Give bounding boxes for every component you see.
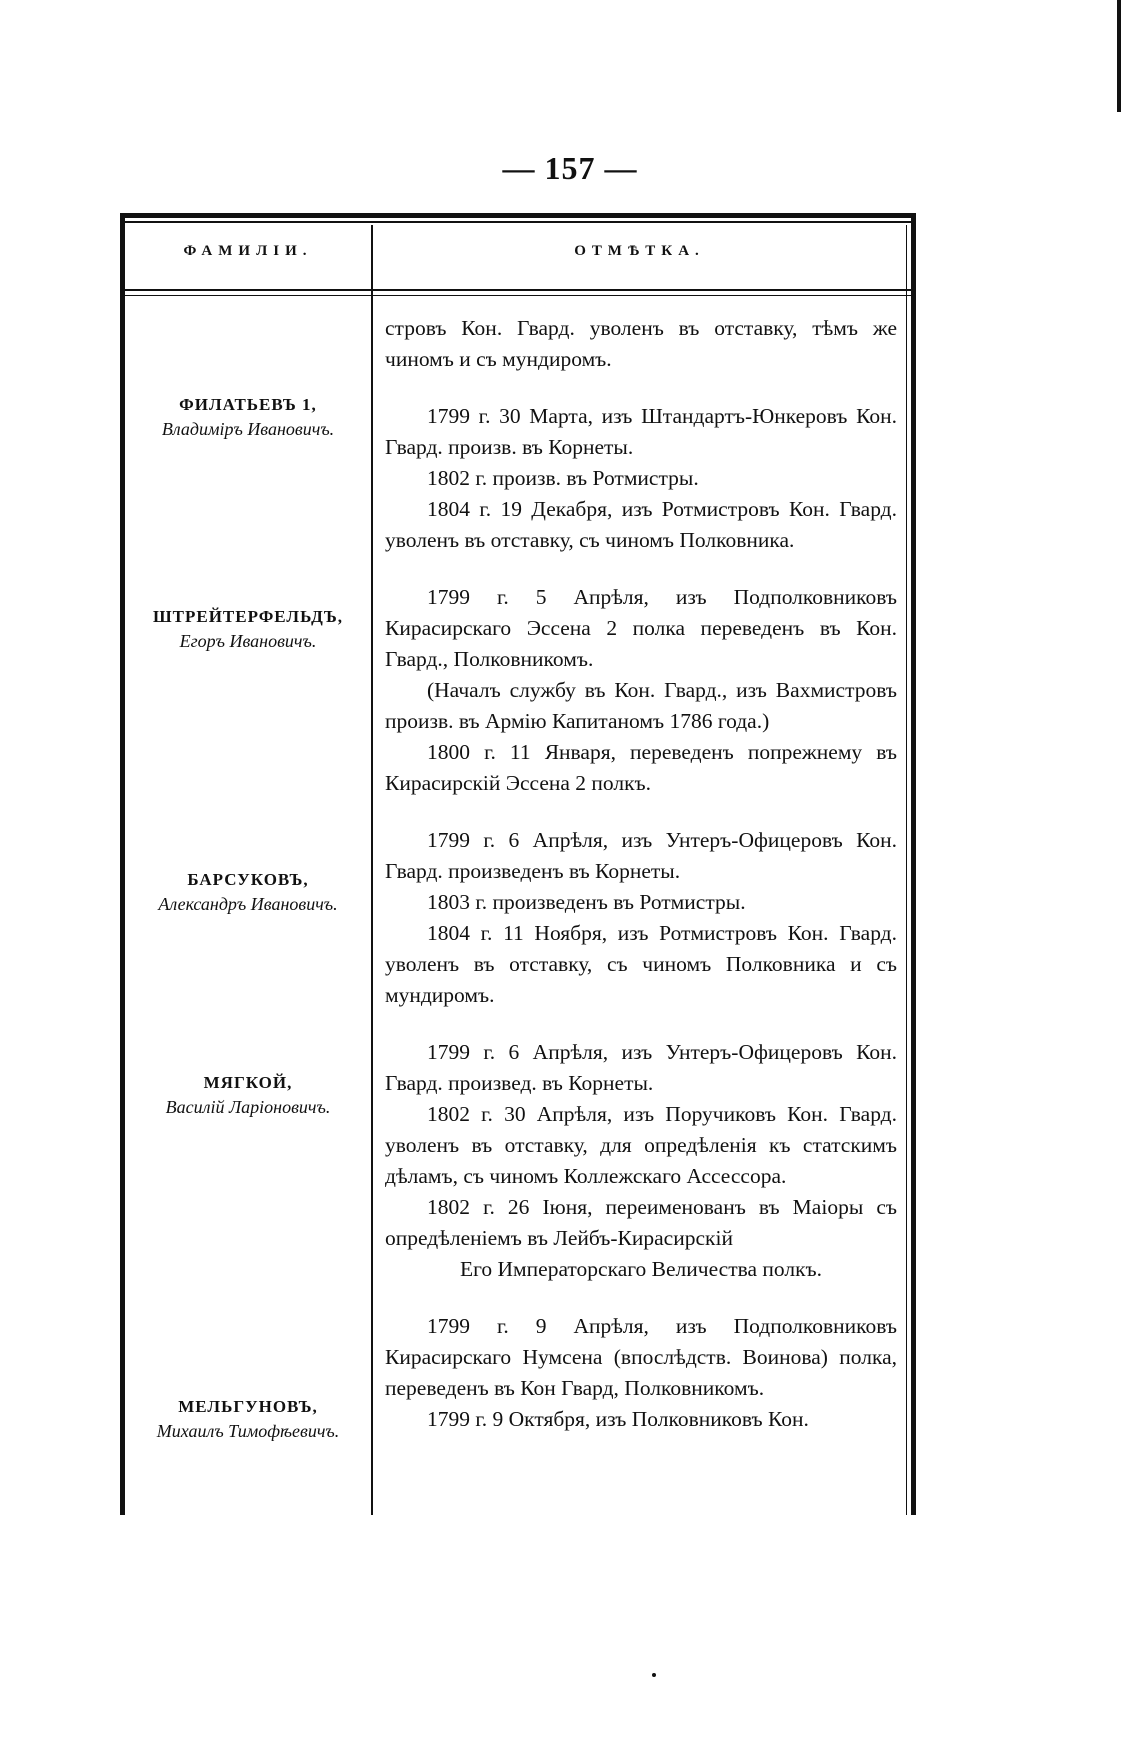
name-entry-myagkoy	[125, 1071, 371, 1119]
table-right-hairline	[906, 225, 907, 1515]
surname: ШТРЕЙТЕРФЕЛЬДЪ,	[152, 607, 344, 626]
note-text: 1802 г. 30 Апрѣля, изъ Поручиковъ Кон. Гвард. уволенъ въ отставку, для опредѣленія къ статскимъ дѣламъ, съ чиномъ Коллежскаго Ассессора.	[385, 1102, 897, 1188]
column-header-notes: ОТМѢТКА.	[574, 243, 705, 259]
note-text: 1800 г. 11 Января, переведенъ попрежнему въ Кирасирскій Эссена 2 полкъ.	[385, 740, 897, 795]
note-text: 1799 г. 9 Апрѣля, изъ Подполковниковъ Кирасирскаго Нумсена (впослѣдств. Воинова) полка, переведенъ въ Кон Гвард, Полковникомъ.	[385, 1314, 897, 1400]
column-header-names: ФАМИЛІИ.	[183, 243, 313, 259]
name-entry-melgunov	[125, 1395, 371, 1443]
table-right-border	[911, 213, 916, 1515]
note-text: 1799 г. 6 Апрѣля, изъ Унтеръ-Офицеровъ Кон. Гвард. произвед. въ Корнеты.	[385, 1040, 897, 1095]
column-divider	[371, 225, 373, 1515]
note-text: (Началъ службу въ Кон. Гвард., изъ Вахмистровъ произв. въ Армію Капитаномъ 1786 года.)	[385, 678, 897, 733]
given-name: Александръ Ивановичъ.	[158, 894, 338, 914]
note-text: 1803 г. произведенъ въ Ротмистры.	[427, 890, 746, 914]
surname: МЯГКОЙ,	[203, 1073, 293, 1092]
note-text: 1799 г. 5 Апрѣля, изъ Подполковниковъ Кирасирскаго Эссена 2 полка переведенъ въ Кон. Гвард., Полковникомъ.	[385, 585, 897, 671]
name-entry-barsukov	[125, 868, 371, 916]
name-entry-filatyev	[125, 393, 371, 441]
notes-column	[385, 313, 897, 1435]
surname: БАРСУКОВЪ,	[187, 870, 309, 889]
table-top-rule-thin	[120, 221, 916, 223]
note-text: 1799 г. 6 Апрѣля, изъ Унтеръ-Офицеровъ Кон. Гвард. произведенъ въ Корнеты.	[385, 828, 897, 883]
note-text: 1804 г. 11 Ноября, изъ Ротмистровъ Кон. Гвард. уволенъ въ отставку, съ чиномъ Полковника и съ мундиромъ.	[385, 921, 897, 1007]
note-text: 1799 г. 30 Марта, изъ Штандартъ-Юнкеровъ Кон. Гвард. произв. въ Корнеты.	[385, 404, 897, 459]
note-text: 1802 г. произв. въ Ротмистры.	[427, 466, 699, 490]
note-text: 1799 г. 9 Октября, изъ Полковниковъ Кон.	[427, 1407, 809, 1431]
page-number: — 157 —	[502, 150, 638, 186]
header-rule	[125, 289, 911, 291]
note-text: 1802 г. 26 Іюня, переименованъ въ Маіоры съ опредѣленіемъ въ Лейбъ-Кирасирскій	[385, 1195, 897, 1250]
surname: ФИЛАТЬЕВЪ 1,	[179, 395, 317, 414]
given-name: Василій Ларіоновичъ.	[165, 1097, 331, 1117]
given-name: Владиміръ Ивановичъ.	[161, 419, 335, 439]
name-entry-shtreyterfeld	[125, 605, 371, 653]
given-name: Егоръ Ивановичъ.	[179, 631, 317, 651]
printer-mark	[652, 1673, 656, 1677]
note-text: 1804 г. 19 Декабря, изъ Ротмистровъ Кон. Гвард. уволенъ въ отставку, съ чиномъ Полковника.	[385, 497, 897, 552]
header-rule-thin	[125, 295, 911, 296]
register-table	[120, 213, 916, 1515]
note-continuation: стровъ Кон. Гвард. уволенъ въ отставку, тѣмъ же чиномъ и съ мундиромъ.	[385, 316, 897, 371]
page-edge-line	[1117, 0, 1121, 112]
surname: МЕЛЬГУНОВЪ,	[178, 1397, 318, 1416]
table-top-rule	[120, 213, 916, 218]
given-name: Михаилъ Тимофѣевичъ.	[156, 1421, 340, 1441]
note-text: Его Императорскаго Величества полкъ.	[459, 1257, 823, 1281]
